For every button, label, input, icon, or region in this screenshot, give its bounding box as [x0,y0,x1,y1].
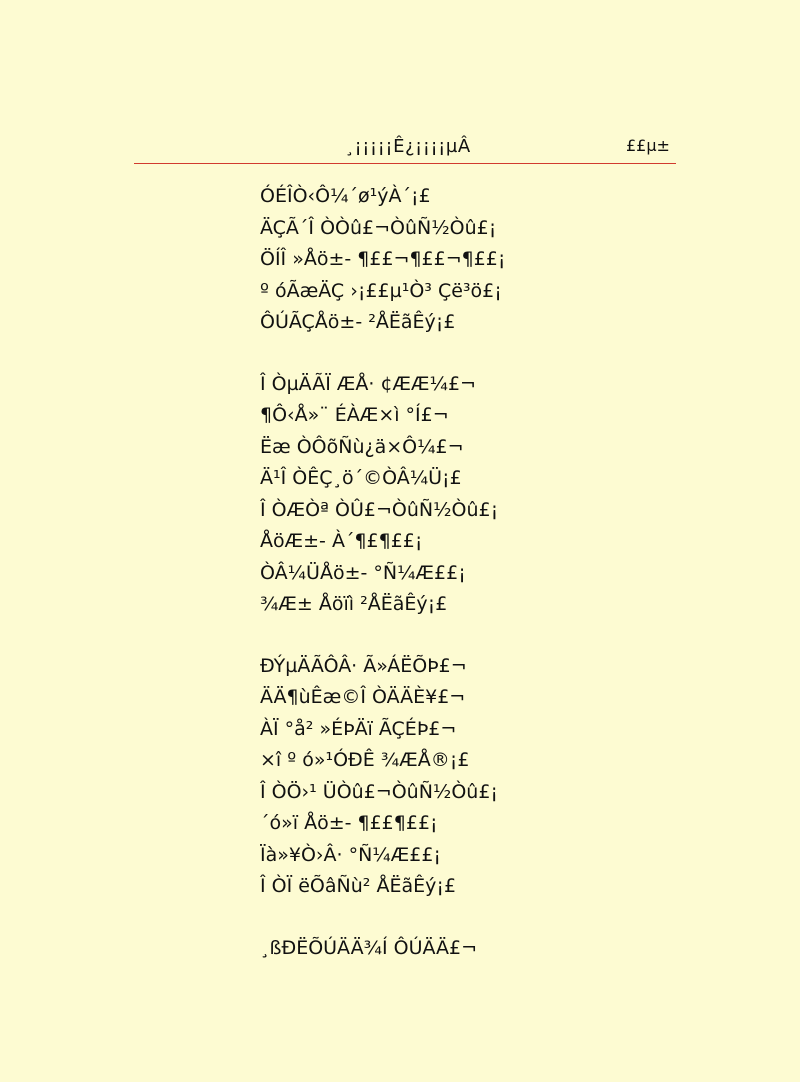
stanza-1 [260,181,660,339]
poem-line: ¾Æ± Åöïì ²ÅËãÊý¡£ [260,593,448,615]
running-title: ¸¡¡¡¡¡Ê¿¡¡¡¡µÂ [345,136,471,157]
poem-line: ÒÂ¼ÜÅö±- °Ñ¼Æ££¡ [260,561,466,584]
poem-line: ÀÏ °å² »ÉÞÄï ÃÇÉÞ£¬ [260,717,457,740]
poem-line: ¸ßÐËÕÚÄÄ¾Í ÔÚÄÄ£¬ [260,936,478,959]
poem-line: º óÃæÄÇ ›¡££µ¹Ò³ Çë³ö£¡ [260,279,502,302]
poem-line: Î ÒÆÒª ÒÛ£¬ÒûÑ½Òû£¡ [260,498,499,521]
poem-line: ÔÚÃÇÅö±- ²ÅËãÊý¡£ [260,311,456,333]
poem-line: Ïà»¥Ò›Â· °Ñ¼Æ££¡ [260,843,442,866]
poem-line: ÄÇÃ´Î ÒÒû£¬ÒûÑ½Òû£¡ [260,216,497,239]
poem-line: ÐÝµÄÃÔÂ· Ã»ÁËÕÞ£¬ [260,654,467,677]
poem-line: Ä¹Î ÒÊÇ¸ö´©ÒÂ¼Ü¡£ [260,467,462,489]
poem-line: ÖÍÎ »Åö±- ¶££¬¶££¬¶££¡ [260,248,506,270]
poem-line: Î ÒµÄÃÏ ÆÅ· ¢ÆÆ¼£¬ [260,372,476,395]
header-rule [134,163,676,164]
poem-line: ÄÄ¶ùÊæ©Î ÒÄÄÈ¥£¬ [260,686,466,708]
poem-line: ¶Ô‹Å»¨ ÉÀÆ×ì °Í£¬ [260,404,449,426]
poem-line: ×î º ó»¹ÓÐÊ ¾ÆÅ®¡£ [260,749,470,771]
running-head [0,0,800,165]
poem-body [260,181,660,994]
stanza-2 [260,369,660,621]
poem-line: ÅöÆ±- À´¶£¶££¡ [260,530,423,552]
poem-line: Î ÒÖ›¹ ÜÒû£¬ÒûÑ½Òû£¡ [260,780,499,803]
poem-line: ´ó»ï Åö±- ¶££¶££¡ [260,812,438,834]
poem-line: Ëæ ÒÔõÑù¿ä×Ô¼£¬ [260,435,464,458]
stanza-3 [260,651,660,903]
poem-line: Î ÒÏ ëÕâÑù² ÅËãÊý¡£ [260,875,457,897]
page-number: ££µ± [626,136,670,155]
poem-line: ÓÉÎÒ‹Ô¼´ø¹ýÀ´¡£ [260,185,431,207]
stanza-4 [260,933,660,965]
